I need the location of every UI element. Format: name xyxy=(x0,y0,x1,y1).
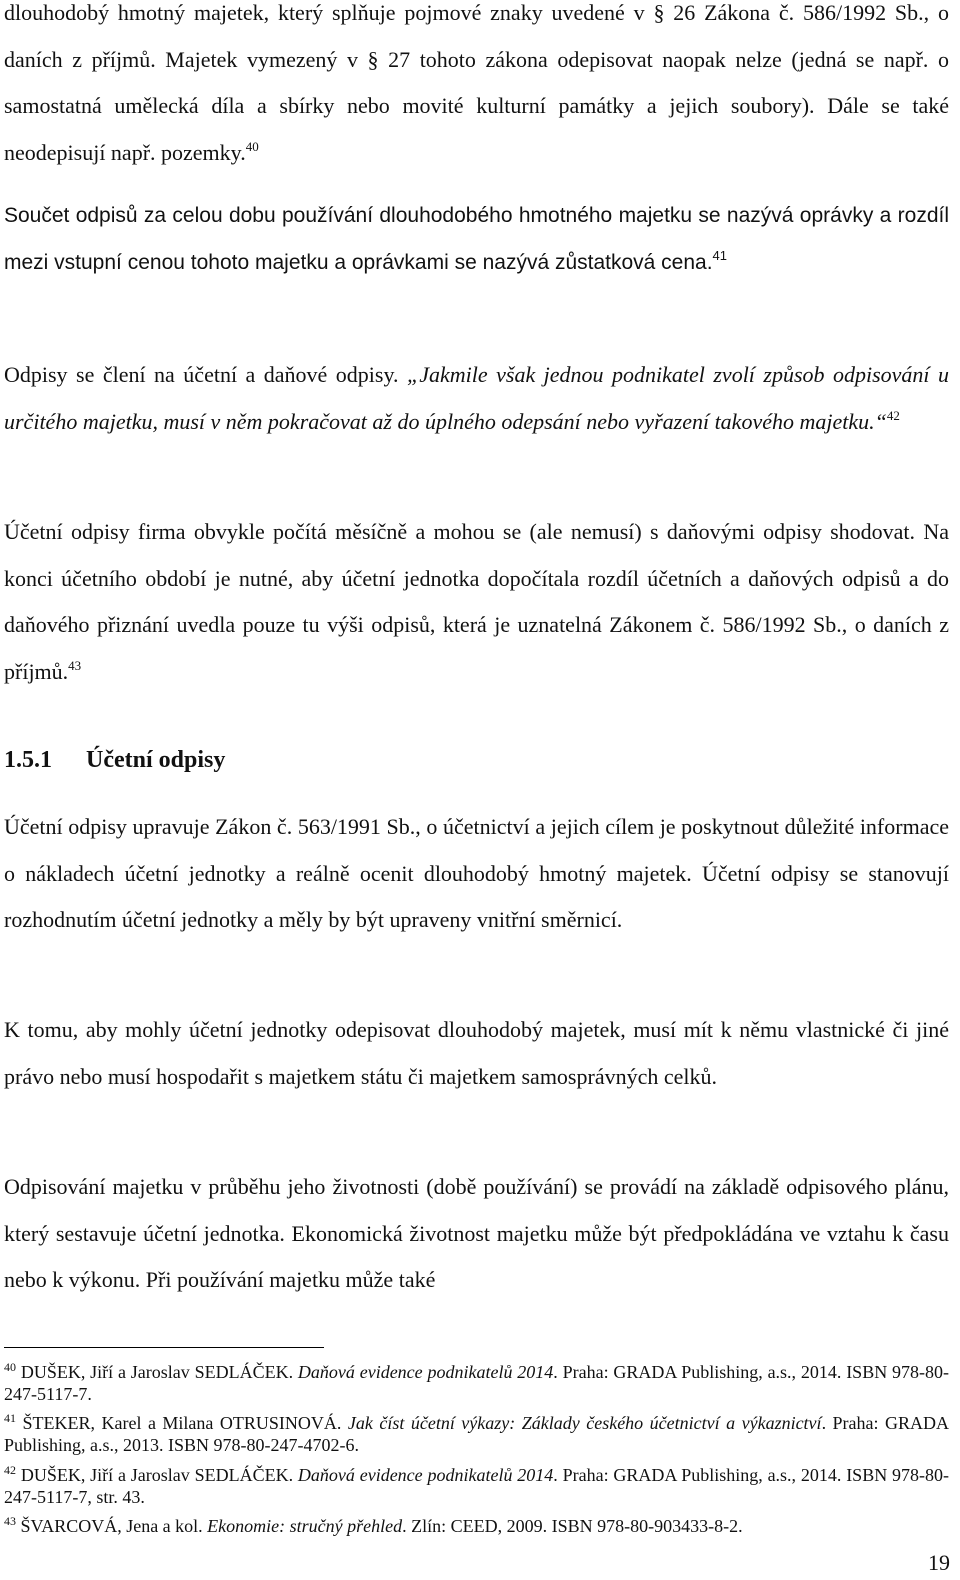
footnote-ref-42: 42 xyxy=(886,407,900,423)
quote: „Jakmile však jednou podnikatel zvolí způsob odpisování u určitého majetku, musí v něm pokračovat až do úplného odepsání nebo vyřazení takového majetku.“ xyxy=(4,362,950,434)
footnote-40: $^{40}$ DUŠEK, Jiří a Jaroslav SEDLÁČEK. Daňová evidence podnikatelů 2014. Praha: GRADA Publishing, a.s., 2014. ISBN 978-80-247-5117-7. xyxy=(4,1360,950,1404)
paragraph-odpisovy-plan: Odpisování majetku v průběhu jeho životnosti (době používání) se provádí na základě odpisového plánu, který sestavuje účetní jednotka. Ekonomická životnost majetku může být předpokládána ve vztahu k času nebo k výkonu. Při používání majetku může také xyxy=(4,1174,949,1292)
page-number: 19 xyxy=(928,1550,950,1575)
section-heading xyxy=(4,740,225,780)
footnote-separator xyxy=(4,1347,324,1348)
footnote-ref-40: 40 xyxy=(245,138,259,154)
footnote-43: $^{43}$ ŠVARCOVÁ, Jena a kol. Ekonomie: stručný přehled. Zlín: CEED, 2009. ISBN 978-80-903433-8-2. xyxy=(4,1514,743,1536)
paragraph-opravky: Součet odpisů za celou dobu používání dlouhodobého hmotného majetku se nazývá oprávky a rozdíl mezi vstupní cenou tohoto majetku a oprávkami se nazývá zůstatková cena.$^{41}$ xyxy=(4,204,949,274)
section-title: Účetní odpisy xyxy=(86,747,226,773)
footnote-41: $^{41}$ ŠTEKER, Karel a Milana OTRUSINOVÁ. Jak číst účetní výkazy: Základy českého účetnictví a výkaznictví. Praha: GRADA Publishing, a.s., 2013. ISBN 978-80-247-4702-6. xyxy=(4,1411,950,1455)
paragraph-vlastnicke-pravo: K tomu, aby mohly účetní jednotky odepisovat dlouhodobý majetek, musí mít k němu vlastnické či jiné právo nebo musí hospodařit s majetkem státu či majetkem samosprávných celků. xyxy=(4,1017,949,1089)
footnote-ref-43: 43 xyxy=(68,657,82,673)
paragraph-intro: dlouhodobý hmotný majetek, který splňuje pojmové znaky uvedené v § 26 Zákona č. 586/1992 Sb., o daních z příjmů. Majetek vymezený v § 27 tohoto zákona odepisovat naopak nelze (jedná se např. o samostatná umělecká díla a sbírky nebo movité kulturní památky a jejich soubory). Dále se také neodepisují např. pozemky.$^{40}$ xyxy=(4,0,949,165)
footnote-ref-41: 41 xyxy=(712,247,728,263)
paragraph-ucetni-odpisy: Účetní odpisy firma obvykle počítá měsíčně a mohou se (ale nemusí) s daňovými odpisy shodovat. Na konci účetního období je nutné, aby účetní jednotka dopočítala rozdíl účetních a daňových odpisů a do daňového přiznání uvedla pouze tu výši odpisů, která je uznatelná Zákonem č. 586/1992 Sb., o daních z příjmů.$^{43}$ xyxy=(4,519,949,684)
section-number: 1.5.1 xyxy=(4,747,52,773)
paragraph-zakon: Účetní odpisy upravuje Zákon č. 563/1991 Sb., o účetnictví a jejich cílem je poskytnout důležité informace o nákladech účetní jednotky a reálně ocenit dlouhodobý hmotný majetek. Účetní odpisy se stanovují rozhodnutím účetní jednotky a měly by být upraveny vnitřní směrnicí. xyxy=(4,814,949,932)
paragraph-odpisy-cleneni: Odpisy se člení na účetní a daňové odpisy. „Jakmile však jednou podnikatel zvolí způsob odpisování u určitého majetku, musí v něm pokračovat až do úplného odepsání nebo vyřazení takového majetku.“$^{42}$ xyxy=(4,362,950,434)
footnote-42: $^{42}$ DUŠEK, Jiří a Jaroslav SEDLÁČEK. Daňová evidence podnikatelů 2014. Praha: GRADA Publishing, a.s., 2014. ISBN 978-80-247-5117-7, str. 43. xyxy=(4,1463,950,1507)
